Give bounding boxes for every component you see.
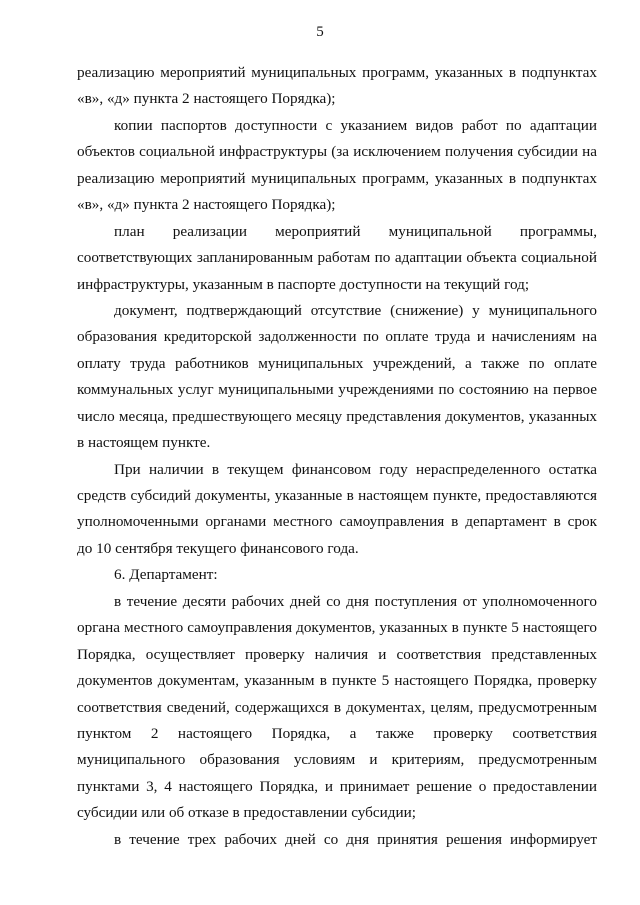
text-line: «в», «д» пункта 2 настоящего Порядка); xyxy=(77,196,336,214)
text-line: число месяца, предшествующего месяцу представления документов, указанных xyxy=(77,407,597,425)
text-line: документов документам, указанным в пункте 5 настоящего Порядка, проверку xyxy=(77,672,597,690)
text-line: органа местного самоуправления документов, указанных в пункте 5 настоящего xyxy=(77,619,597,637)
document-body xyxy=(77,60,597,853)
text-line: При наличии в текущем финансовом году нераспределенного остатка xyxy=(114,460,597,478)
text-line: объектов социальной инфраструктуры (за исключением получения субсидии на xyxy=(77,143,597,161)
text-line: в настоящем пункте. xyxy=(77,434,211,452)
text-line: инфраструктуры, указанным в паспорте доступности на текущий год; xyxy=(77,275,530,293)
page-number: 5 xyxy=(316,24,324,40)
text-line: муниципального образования условиям и критериям, предусмотренным xyxy=(77,751,597,769)
text-line: субсидии или об отказе в предоставлении субсидии; xyxy=(77,804,416,822)
text-line: средств субсидий документы, указанные в настоящем пункте, предоставляются xyxy=(77,487,597,504)
text-line: Порядка, осуществляет проверку наличия и соответствия представленных xyxy=(77,645,597,663)
text-line: копии паспортов доступности с указанием видов работ по адаптации xyxy=(114,116,597,134)
text-line: 6. Департамент: xyxy=(114,566,218,584)
text-line: «в», «д» пункта 2 настоящего Порядка); xyxy=(77,90,336,108)
text-line: образования кредиторской задолженности по оплате труда и начислениям на xyxy=(77,328,597,346)
text-line: коммунальных услуг муниципальными учреждениями по состоянию на первое xyxy=(77,381,597,399)
text-line: пунктом 2 настоящего Порядка, а также проверку соответствия xyxy=(77,724,597,742)
text-line: в течение десяти рабочих дней со дня поступления от уполномоченного xyxy=(114,592,597,610)
text-line: уполномоченными органами местного самоуправления в департамент в срок xyxy=(77,513,597,531)
text-line: план реализации мероприятий муниципальной программы, xyxy=(114,222,597,240)
text-line: оплату труда работников муниципальных учреждений, а также по оплате xyxy=(77,354,597,372)
text-line: соответствия сведений, содержащихся в документах, целям, предусмотренным xyxy=(77,698,597,716)
text-line: пунктами 3, 4 настоящего Порядка, и принимает решение о предоставлении xyxy=(77,777,597,795)
text-line: соответствующих запланированным работам по адаптации объекта социальной xyxy=(77,249,597,267)
text-line: до 10 сентября текущего финансового года. xyxy=(77,539,359,557)
text-line: в течение трех рабочих дней со дня принятия решения информирует xyxy=(114,830,597,848)
text-line: документ, подтверждающий отсутствие (снижение) у муниципального xyxy=(114,301,597,319)
text-line: реализацию мероприятий муниципальных программ, указанных в подпунктах xyxy=(77,169,597,187)
text-line: реализацию мероприятий муниципальных программ, указанных в подпунктах xyxy=(77,64,597,81)
